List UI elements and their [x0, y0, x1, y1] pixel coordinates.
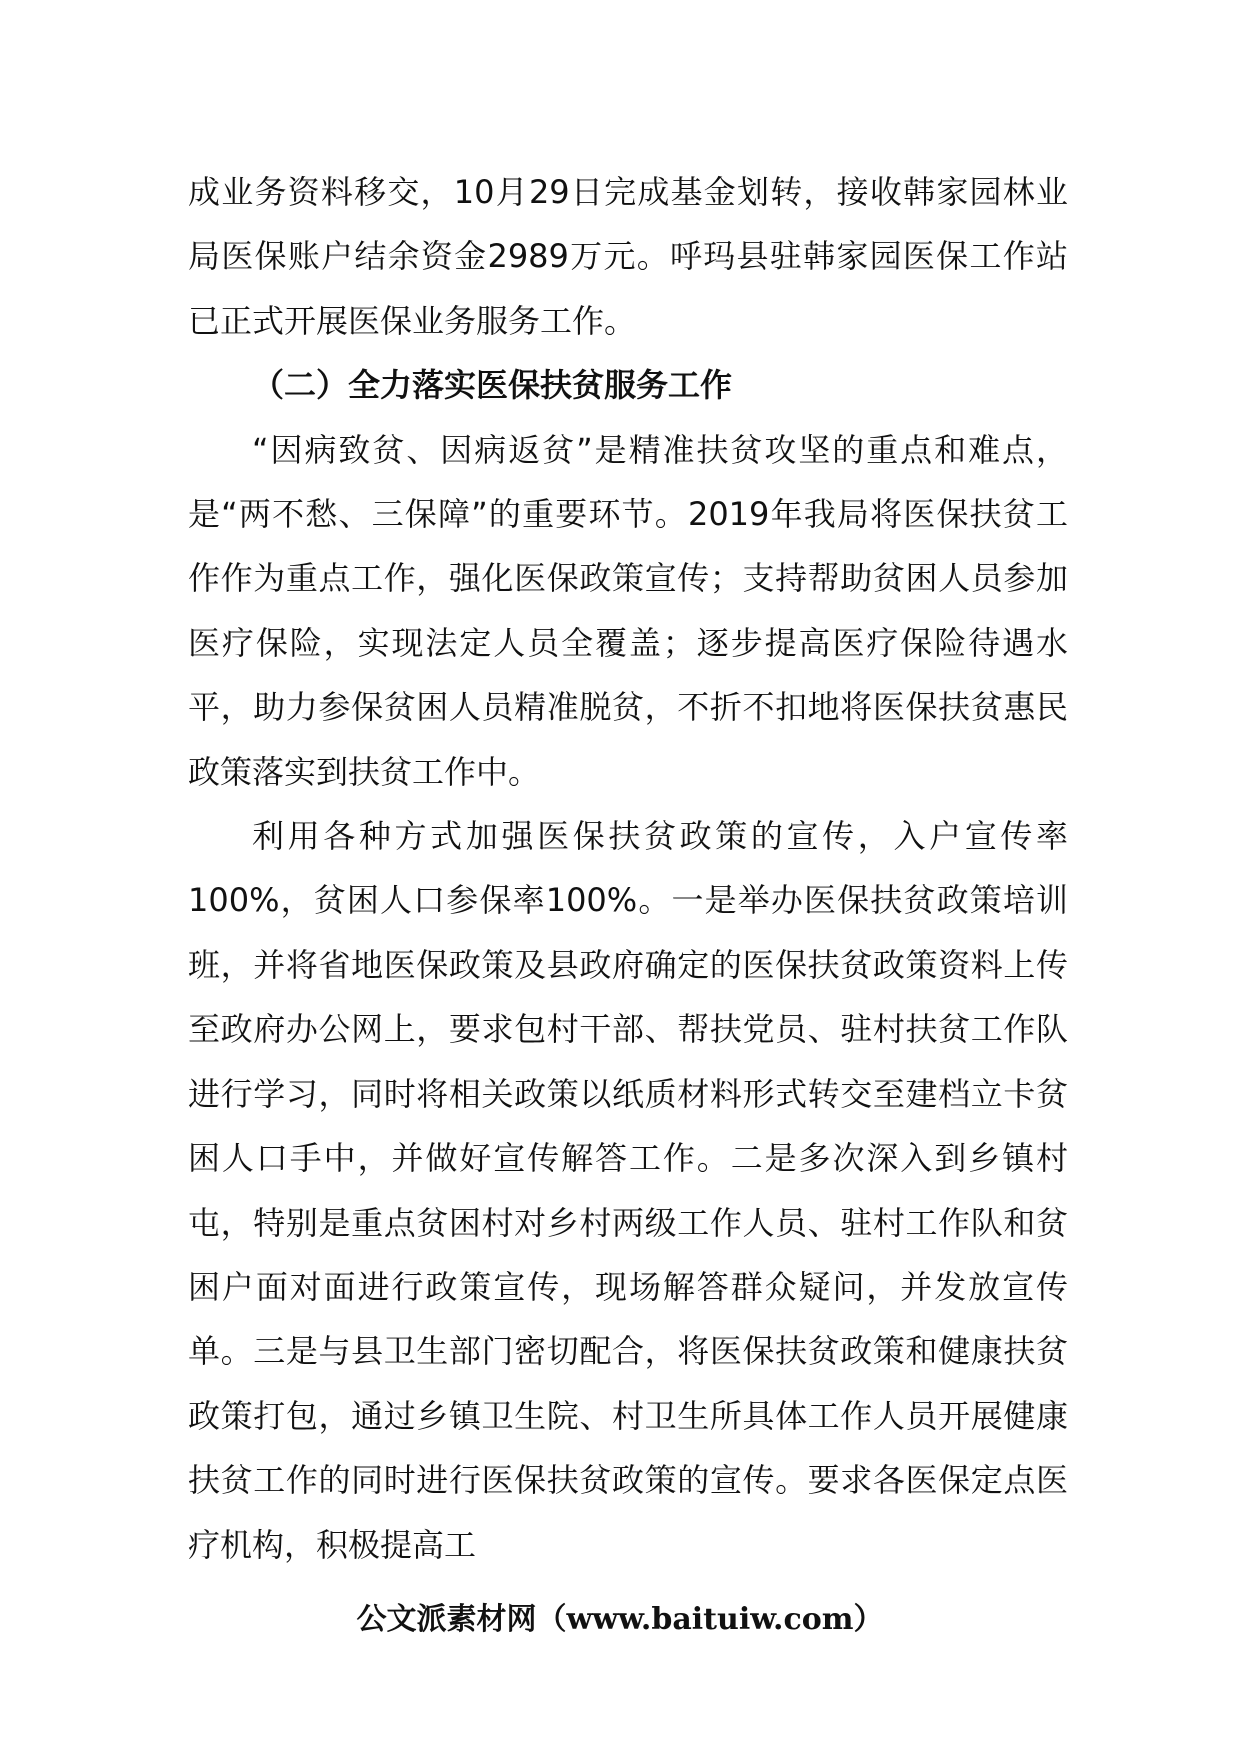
body-paragraph-2: 利用各种方式加强医保扶贫政策的宣传，入户宣传率100%，贫困人口参保率100%。一是举办医保扶贫政策培训班，并将省地医保政策及县政府确定的医保扶贫政策资料上传至政府办公网上，要求包村干部、帮扶党员、驻村扶贫工作队进行学习，同时将相关政策以纸质材料形式转交至建档立卡贫困人口手中，并做好宣传解答工作。二是多次深入到乡镇村屯，特别是重点贫困村对乡村两级工作人员、驻村工作队和贫困户面对面进行政策宣传，现场解答群众疑问，并发放宣传单。三是与县卫生部门密切配合，将医保扶贫政策和健康扶贫政策打包，通过乡镇卫生院、村卫生所具体工作人员开展健康扶贫工作的同时进行医保扶贫政策的宣传。要求各医保定点医疗机构，积极提高工	[188, 817, 1068, 1564]
body-paragraph-1: “因病致贫、因病返贫”是精准扶贫攻坚的重点和难点，是“两不愁、三保障”的重要环节。2019年我局将医保扶贫工作作为重点工作，强化医保政策宣传；支持帮助贫困人员参加医疗保险，实现法定人员全覆盖；逐步提高医疗保险待遇水平，助力参保贫困人员精准脱贫，不折不扣地将医保扶贫惠民政策落实到扶贫工作中。	[188, 430, 1068, 791]
document-body	[188, 160, 1068, 1577]
footer-watermark-text: 公文派素材网（www.baituiw.com）	[356, 1602, 884, 1637]
section-heading: （二）全力落实医保扶贫服务工作	[252, 366, 733, 405]
continuation-paragraph: 成业务资料移交，10月29日完成基金划转，接收韩家园林业局医保账户结余资金2989万元。呼玛县驻韩家园医保工作站已正式开展医保业务服务工作。	[188, 173, 1068, 340]
